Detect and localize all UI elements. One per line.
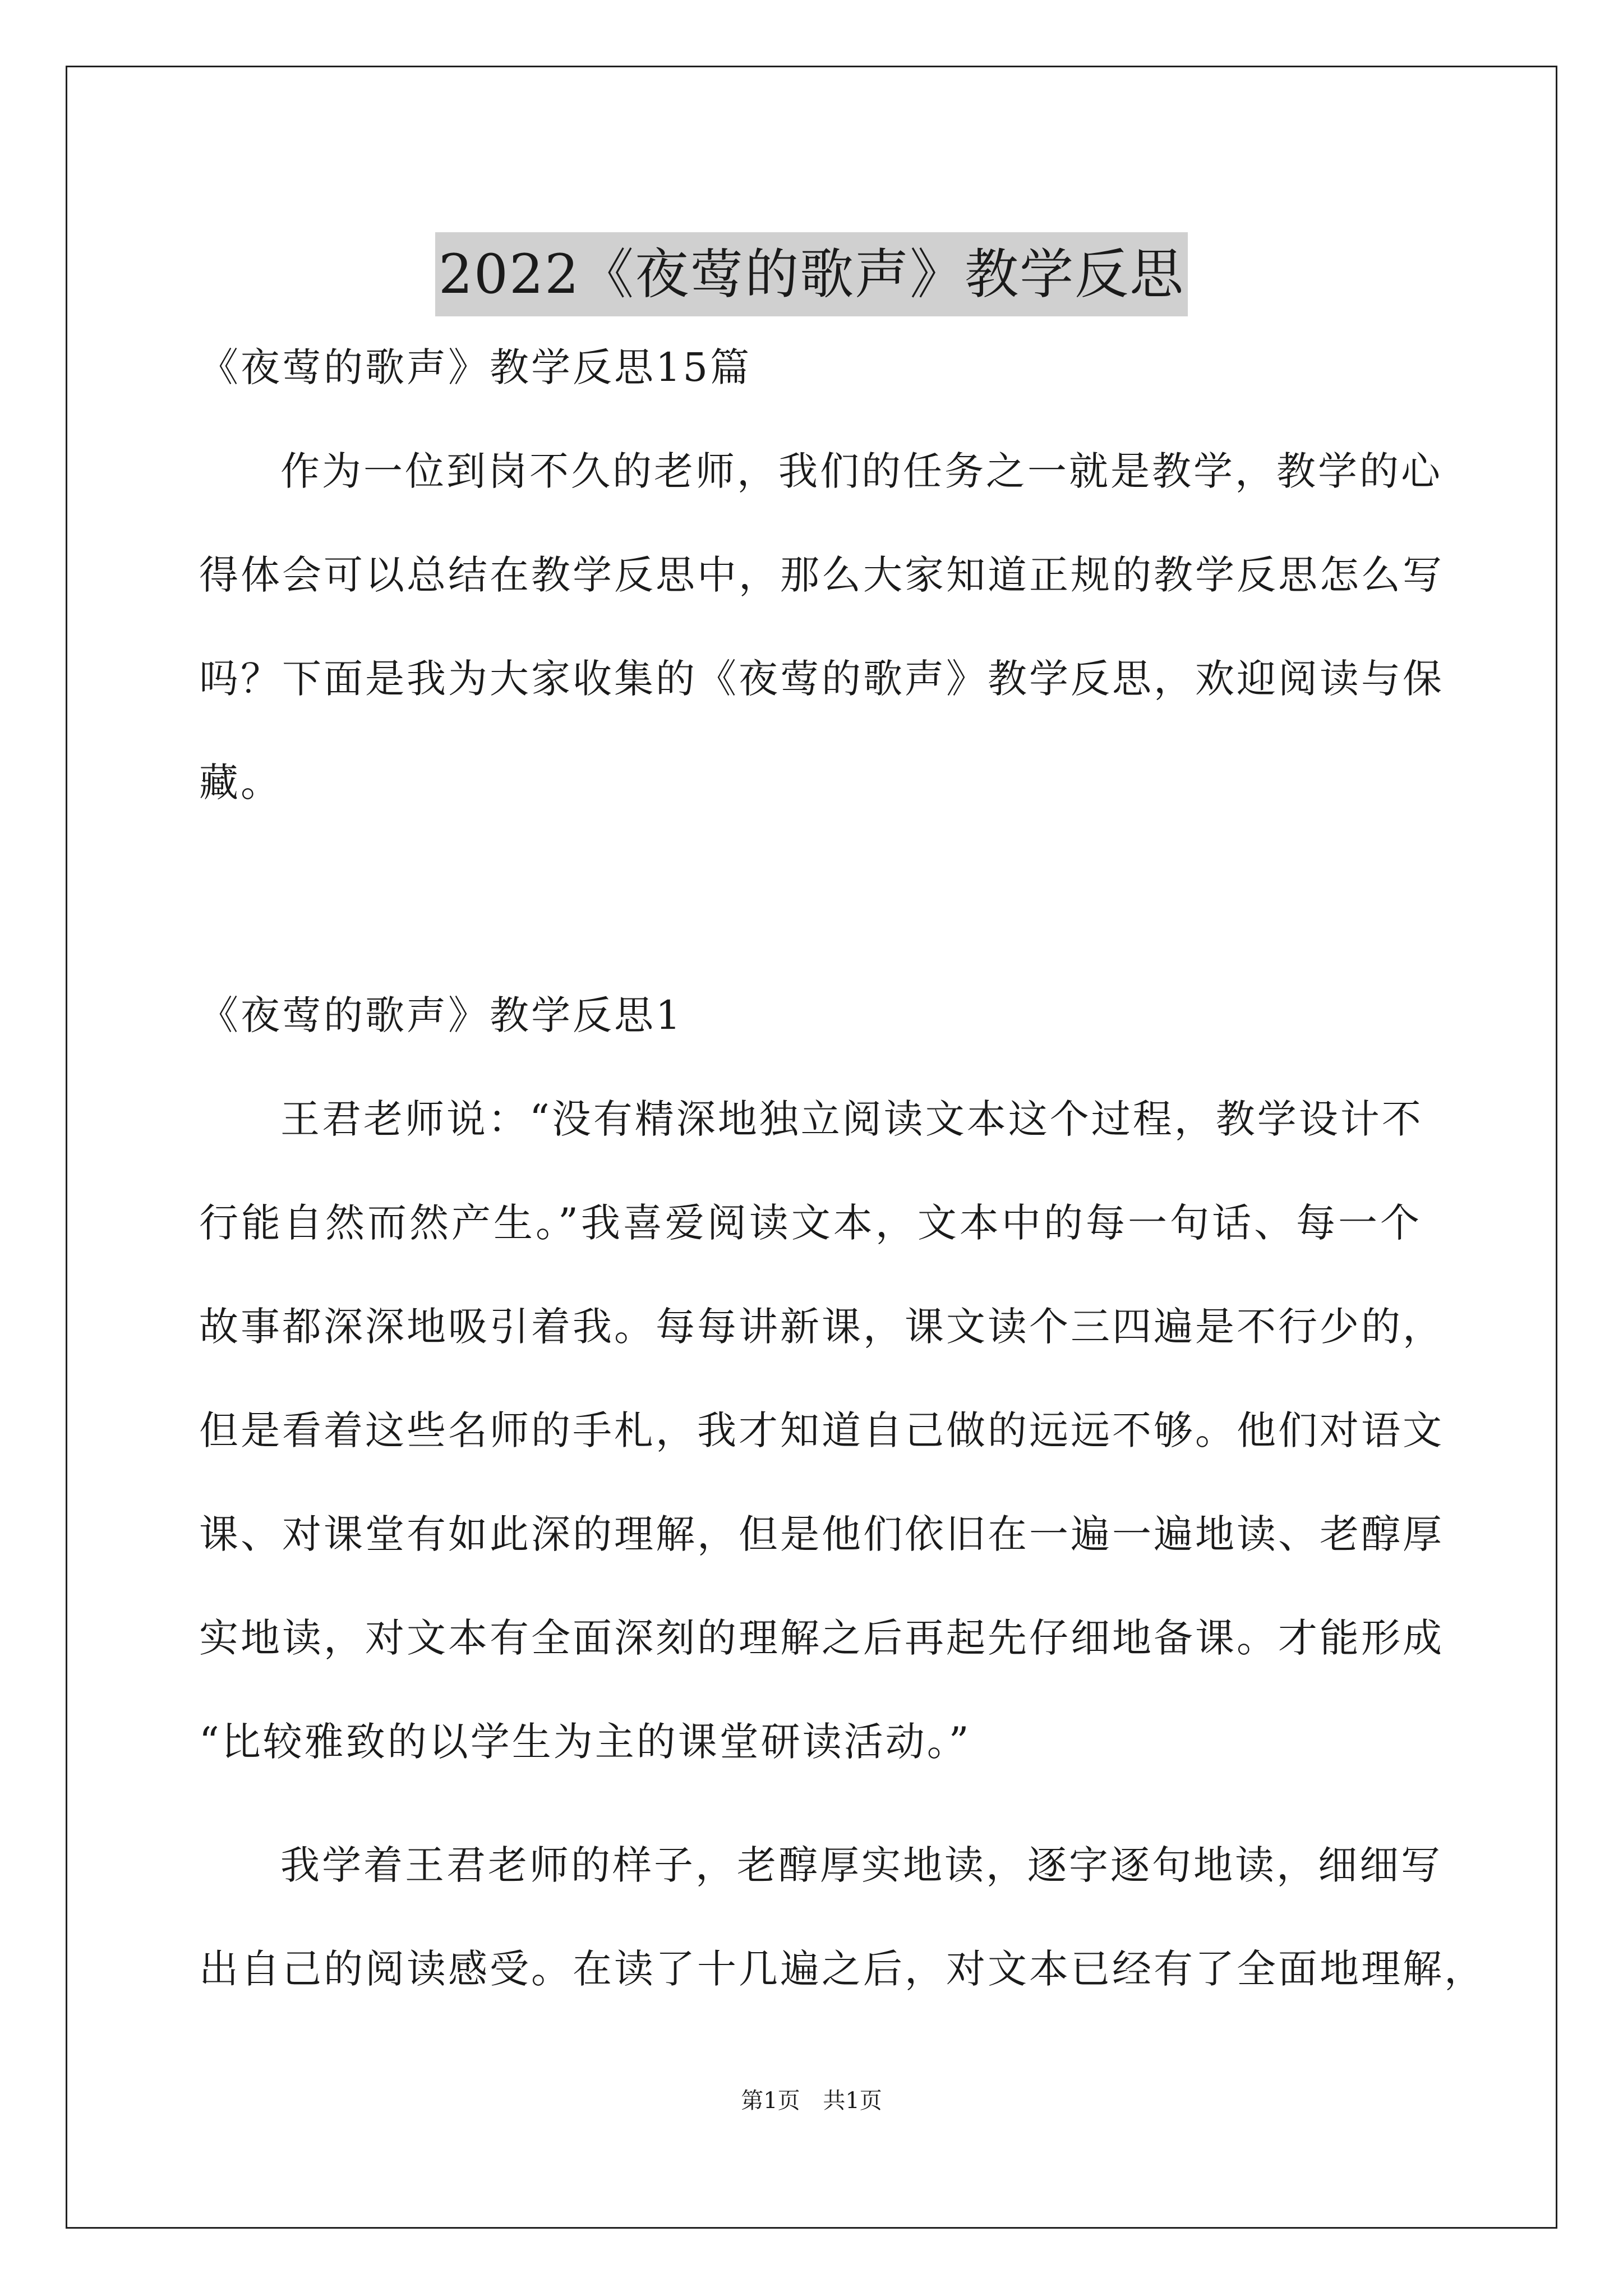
section-heading: 《夜莺的歌声》教学反思1 — [199, 992, 683, 1038]
paragraph-line: 王君老师说：“没有精深地独立阅读文本这个过程，教学设计不 — [280, 1096, 1423, 1142]
page-number: 第1页 — [741, 2088, 800, 2114]
paragraph-line: 但是看着这些名师的手札，我才知道自己做的远远不够。他们对语文 — [199, 1407, 1444, 1453]
intro-line: 作为一位到岗不久的老师，我们的任务之一就是教学，教学的心 — [280, 448, 1442, 494]
document-title: 2022《夜莺的歌声》教学反思 — [435, 232, 1188, 316]
title-container — [0, 196, 1623, 353]
intro-line: 吗？下面是我为大家收集的《夜莺的歌声》教学反思，欢迎阅读与保 — [199, 656, 1444, 702]
paragraph-line: 实地读，对文本有全面深刻的理解之后再起先仔细地备课。才能形成 — [199, 1615, 1444, 1661]
page-total: 共1页 — [823, 2088, 882, 2114]
document-subtitle: 《夜莺的歌声》教学反思15篇 — [199, 344, 752, 390]
paragraph-line: 行能自然而然产生。”我喜爱阅读文本，文本中的每一句话、每一个 — [199, 1200, 1422, 1246]
intro-line: 藏。 — [199, 760, 282, 806]
page-footer — [0, 2084, 1623, 2118]
paragraph-line: “比较雅致的以学生为主的课堂研读活动。” — [199, 1719, 971, 1765]
paragraph-line: 出自己的阅读感受。在读了十几遍之后，对文本已经有了全面地理解， — [199, 1946, 1486, 1992]
intro-line: 得体会可以总结在教学反思中，那么大家知道正规的教学反思怎么写 — [199, 552, 1444, 598]
paragraph-line: 故事都深深地吸引着我。每每讲新课，课文读个三四遍是不行少的， — [199, 1304, 1444, 1350]
paragraph-line: 课、对课堂有如此深的理解，但是他们依旧在一遍一遍地读、老醇厚 — [199, 1511, 1444, 1557]
paragraph-line: 我学着王君老师的样子，老醇厚实地读，逐字逐句地读，细细写 — [280, 1842, 1442, 1888]
